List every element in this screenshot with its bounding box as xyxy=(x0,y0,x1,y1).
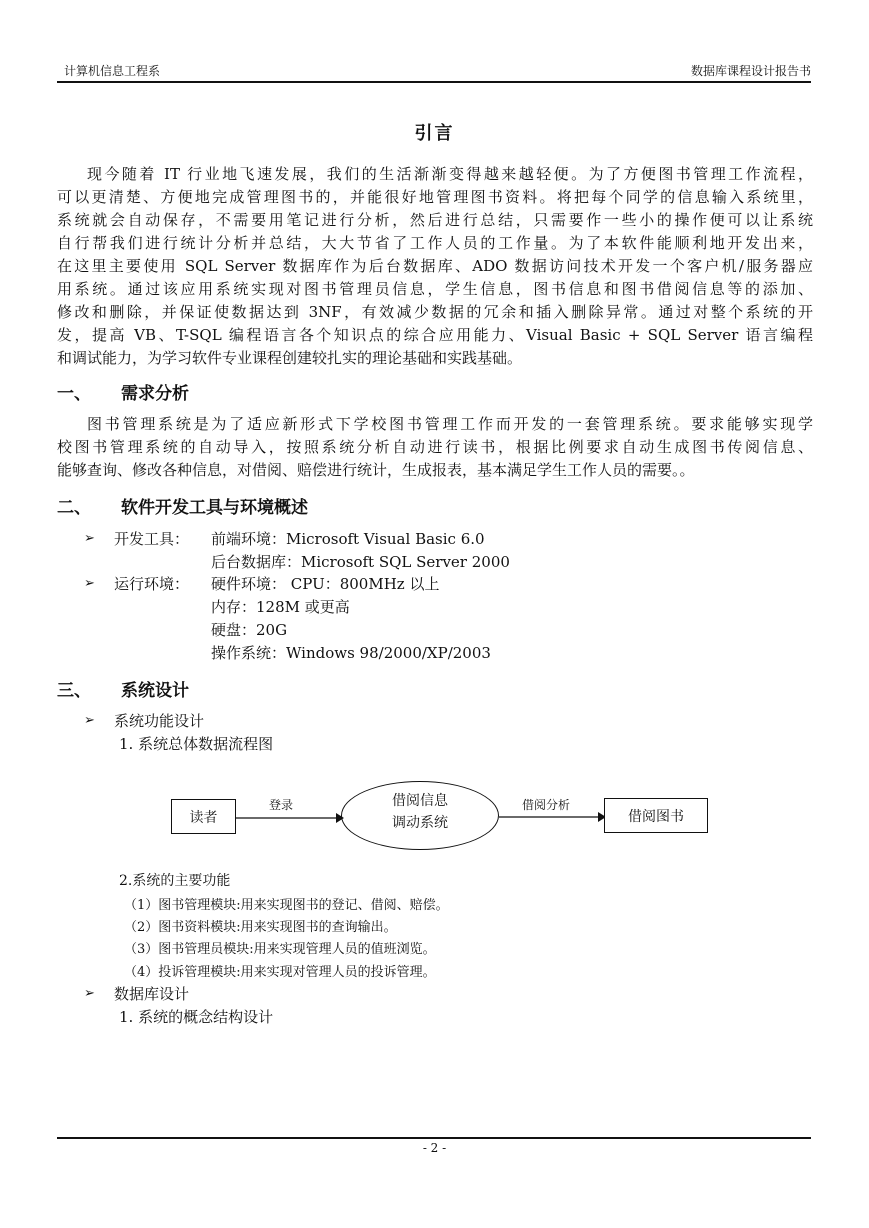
intro-line: 可以更清楚、方便地完成管理图书的，并能很好地管理图书资料。将把每个同学的信息输入系统里， xyxy=(57,188,813,206)
footer-rule xyxy=(57,1137,811,1139)
arrowhead-bullet-icon: ➢ xyxy=(84,986,95,1001)
run-env-label: 运行环境： xyxy=(114,575,190,593)
section-heading-requirements xyxy=(57,379,189,404)
intro-line: 用系统。通过该应用系统实现对图书管理员信息，学生信息，图书信息和图书借阅信息等的添加、 xyxy=(57,280,813,298)
section-number: 三、 xyxy=(57,681,91,701)
requirements-line: 图书管理系统是为了适应新形式下学校图书管理工作而开发的一套管理系统。要求能够实现学 xyxy=(87,415,813,433)
intro-line: 发，提高 VB、T-SQL 编程语言各个知识点的综合应用能力、Visual Basic + SQL Server 语言编程 xyxy=(57,326,813,344)
arrowhead-bullet-icon: ➢ xyxy=(84,531,95,546)
run-env-line: 硬件环境： CPU：800MHz 以上 xyxy=(211,575,440,593)
section-title: 系统设计 xyxy=(121,681,189,701)
concept-structure-item: 1. 系统的概念结构设计 xyxy=(119,1008,274,1026)
requirements-line: 校图书管理系统的自动导入，按照系统分析自动进行读书，根据比例要求自动生成图书传阅信息、 xyxy=(57,438,813,456)
requirements-paragraph xyxy=(57,413,813,482)
section-heading-design xyxy=(57,676,189,701)
page-number: - 2 - xyxy=(422,1141,447,1155)
intro-line: 在这里主要使用 SQL Server 数据库作为后台数据库、ADO 数据访问技术开发一个客户机/服务器应 xyxy=(57,257,813,275)
database-design-bullet: 数据库设计 xyxy=(114,985,190,1003)
function-design-bullet: 系统功能设计 xyxy=(114,712,205,730)
run-env-line: 操作系统：Windows 98/2000/XP/2003 xyxy=(211,644,491,662)
section-number: 一、 xyxy=(57,384,91,404)
flow-reader-box xyxy=(171,799,236,834)
dev-tools-line: 前端环境：Microsoft Visual Basic 6.0 xyxy=(211,530,485,548)
function-line: （2）图书资料模块:用来实现图书的查询输出。 xyxy=(124,920,397,935)
header-department: 计算机信息工程系 xyxy=(64,64,161,78)
dev-tools-line: 后台数据库：Microsoft SQL Server 2000 xyxy=(211,553,510,571)
function-line: （1）图书管理模块:用来实现图书的登记、借阅、赔偿。 xyxy=(124,898,449,913)
requirements-line: 能够查询、修改各种信息，对借阅、赔偿进行统计，生成报表，基本满足学生工作人员的需要。。 xyxy=(57,461,695,479)
arrowhead-bullet-icon: ➢ xyxy=(84,713,95,728)
section-number: 二、 xyxy=(57,498,91,518)
section-title: 软件开发工具与环境概述 xyxy=(121,498,308,518)
intro-line: 和调试能力，为学习软件专业课程创建较扎实的理论基础和实践基础。 xyxy=(57,349,523,367)
run-env-line: 硬盘：20G xyxy=(211,621,288,639)
page-title: 引言 xyxy=(414,123,455,144)
run-env-line: 内存：128M 或更高 xyxy=(211,598,350,616)
dev-tools-label: 开发工具： xyxy=(114,530,190,548)
flow-center-line: 借阅信息 xyxy=(392,793,448,809)
arrowhead-bullet-icon: ➢ xyxy=(84,576,95,591)
intro-line: 自行帮我们进行统计分析并总结，大大节省了工作人员的工作量。为了本软件能顺利地开发出来， xyxy=(57,234,813,252)
flow-login-label: 登录 xyxy=(269,798,294,812)
main-functions-item: 2.系统的主要功能 xyxy=(119,873,231,889)
section-heading-tools xyxy=(57,493,308,518)
function-line: （4）投诉管理模块:用来实现对管理人员的投诉管理。 xyxy=(124,965,436,980)
intro-line: 现今随着 IT 行业地飞速发展，我们的生活渐渐变得越来越轻便。为了方便图书管理工作流程， xyxy=(87,165,813,183)
function-line: （3）图书管理员模块:用来实现管理人员的值班浏览。 xyxy=(124,942,436,957)
flow-analysis-label: 借阅分析 xyxy=(522,798,571,812)
flow-reader-label: 读者 xyxy=(189,809,218,826)
intro-line: 修改和删除，并保证使数据达到 3NF，有效减少数据的冗余和插入删除异常。通过对整个系统的开 xyxy=(57,303,813,321)
flow-books-box xyxy=(604,798,708,833)
header-rule xyxy=(57,81,811,83)
flow-center-ellipse xyxy=(341,781,499,850)
dataflow-item: 1. 系统总体数据流程图 xyxy=(119,735,274,753)
intro-paragraph xyxy=(57,163,813,370)
section-title: 需求分析 xyxy=(121,384,189,404)
intro-line: 系统就会自动保存，不需要用笔记进行分析，然后进行总结，只需要作一些小的操作便可以让系统 xyxy=(57,211,813,229)
flow-center-line: 调动系统 xyxy=(392,815,448,831)
flow-books-label: 借阅图书 xyxy=(628,808,684,825)
header-report-title: 数据库课程设计报告书 xyxy=(690,64,811,78)
